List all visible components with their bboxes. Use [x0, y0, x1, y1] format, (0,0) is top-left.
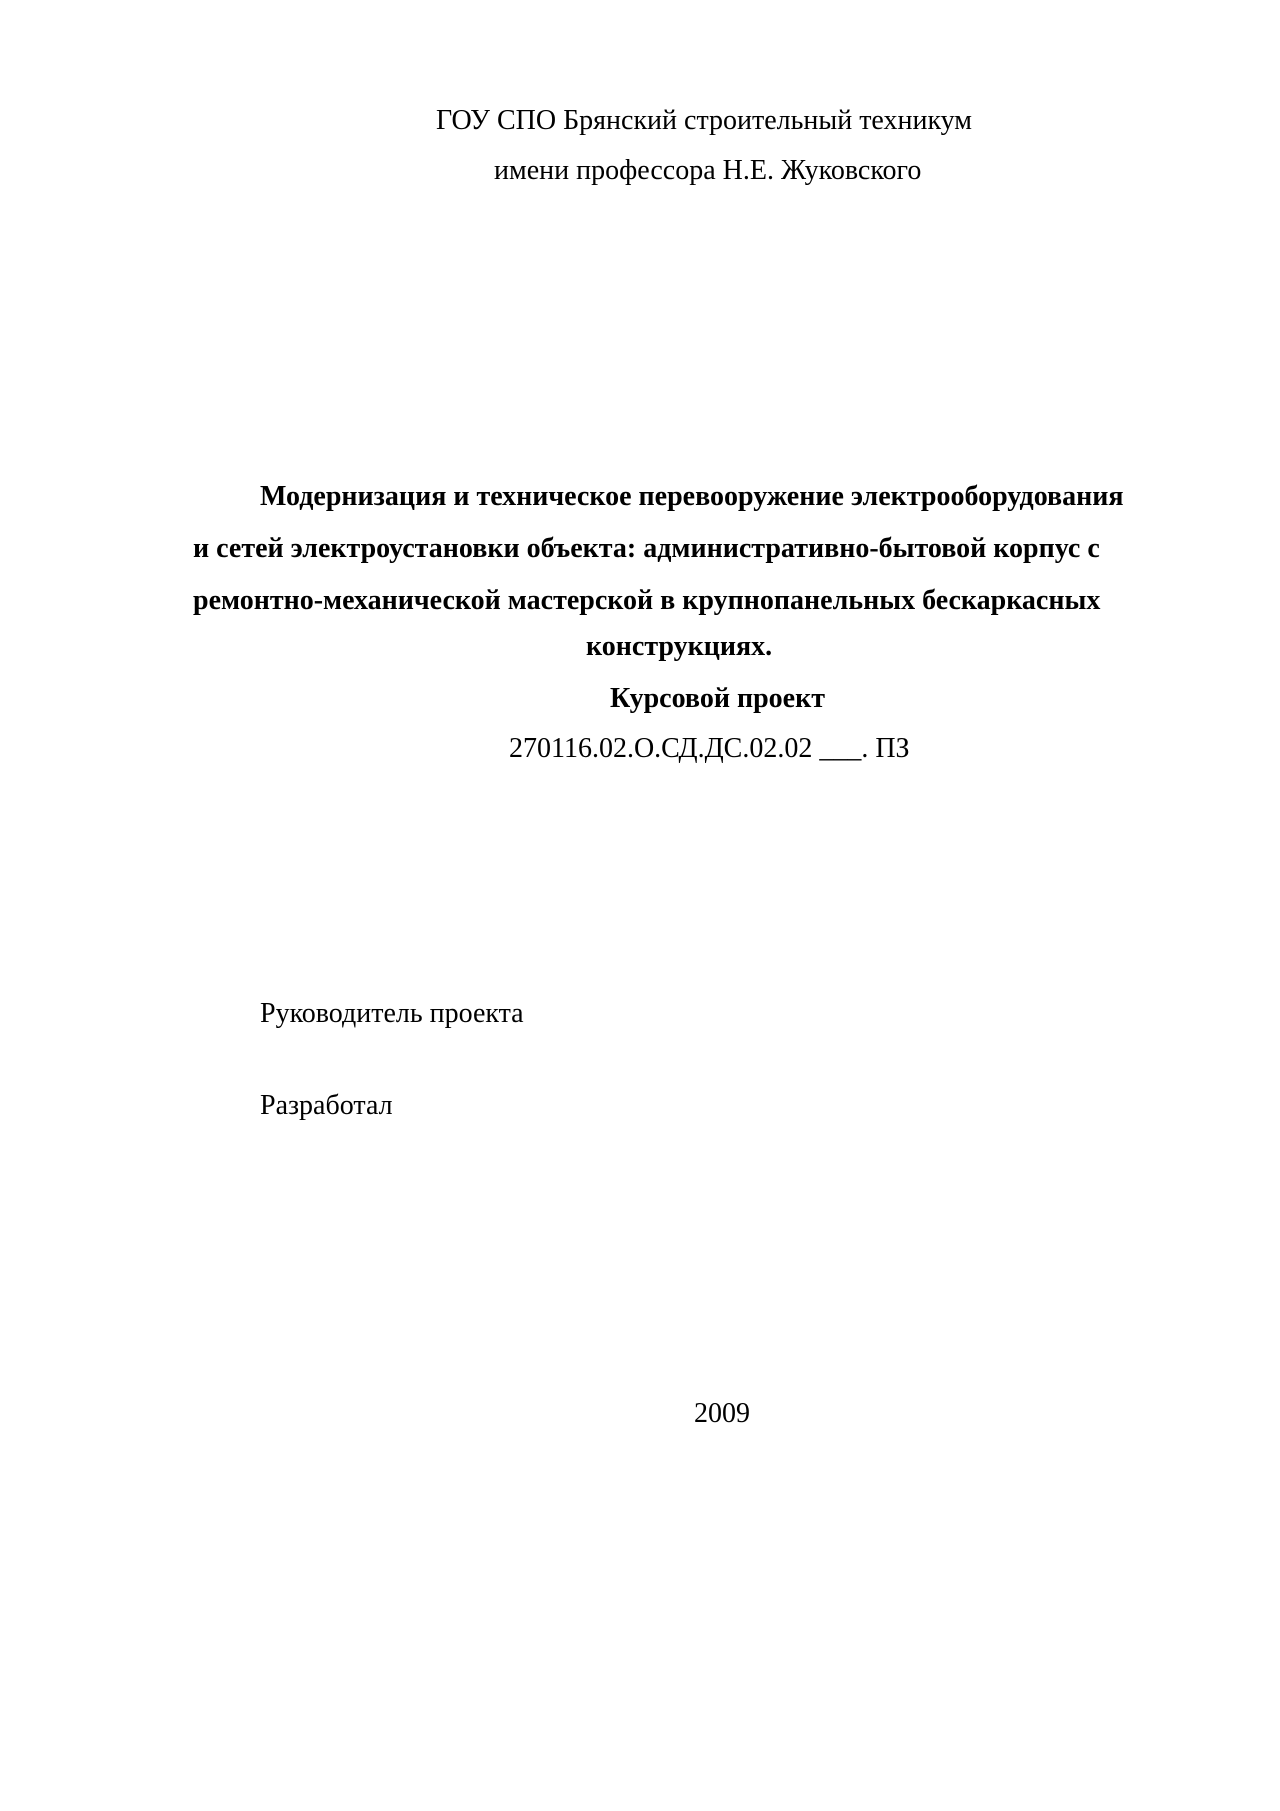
document-type: Курсовой проект: [610, 683, 825, 714]
developer-label: Разработал: [260, 1090, 393, 1121]
title-line-4: конструкциях.: [586, 631, 773, 662]
title-line-2: и сетей электроустановки объекта: административно-бытовой корпус с: [193, 533, 1100, 564]
supervisor-label: Руководитель проекта: [260, 998, 524, 1029]
title-line-3: ремонтно-механической мастерской в крупнопанельных бескаркасных: [193, 585, 1101, 616]
title-line-1: Модернизация и техническое перевооружение электрооборудования: [260, 481, 1124, 512]
year: 2009: [694, 1398, 750, 1429]
institution-line-2: имени профессора Н.Е. Жуковского: [494, 155, 922, 186]
institution-line-1: ГОУ СПО Брянский строительный техникум: [436, 105, 973, 136]
document-code: 270116.02.О.СД.ДС.02.02 ___. ПЗ: [509, 733, 910, 764]
